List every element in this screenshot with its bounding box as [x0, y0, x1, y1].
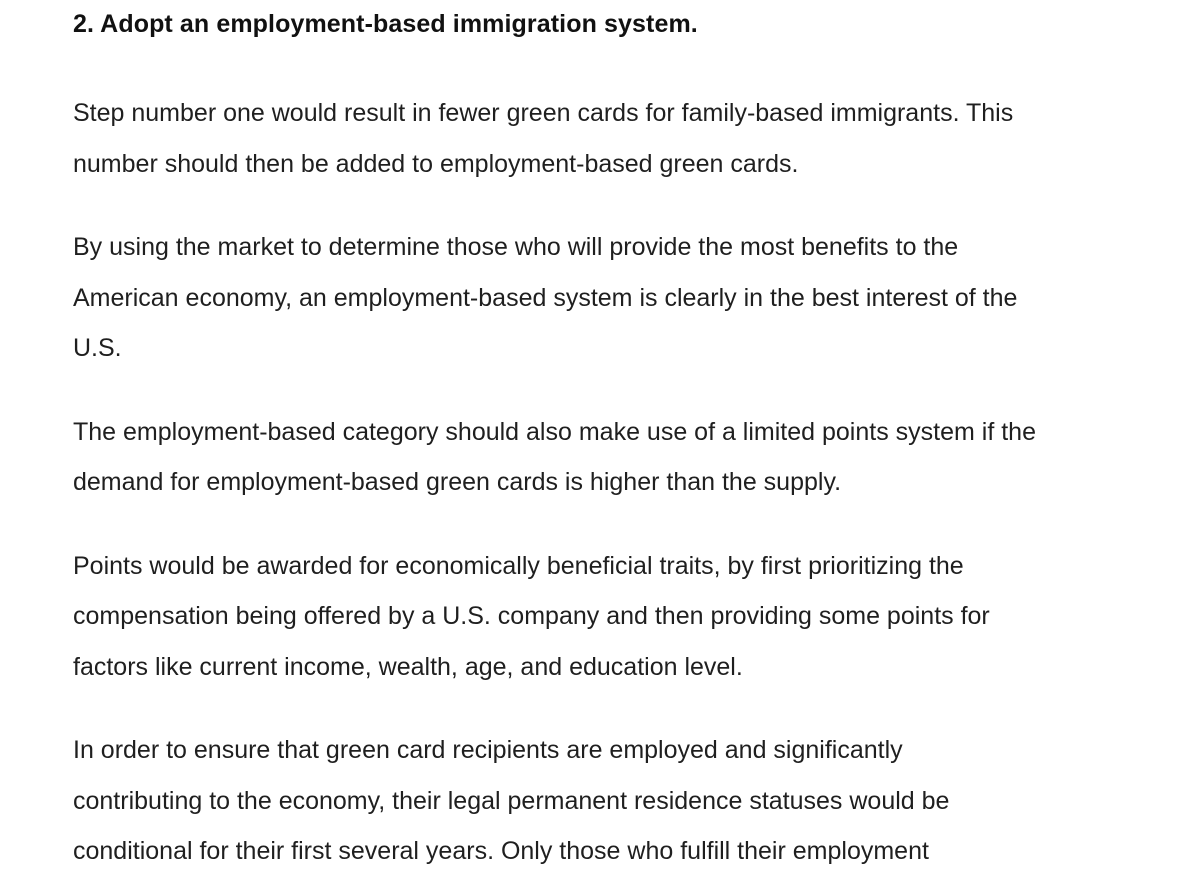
paragraph-line: contributing to the economy, their legal permanent residence statuses would be	[73, 786, 950, 815]
paragraph-line: demand for employment-based green cards is higher than the supply.	[73, 468, 842, 496]
paragraph-points-awarded	[73, 541, 1200, 693]
paragraph-conditional-residence	[73, 725, 1200, 877]
paragraph-line: factors like current income, wealth, age, and education level.	[73, 652, 743, 681]
paragraph-family-green-cards	[73, 88, 1200, 189]
paragraph-line: Step number one would result in fewer green cards for family-based immigrants. This	[73, 99, 1014, 127]
paragraph-line: compensation being offered by a U.S. company and then providing some points for	[73, 602, 990, 630]
paragraph-line: conditional for their first several years. Only those who fulfill their employment	[73, 837, 929, 865]
paragraph-line: number should then be added to employment-based green cards.	[73, 149, 799, 178]
paragraph-points-system	[73, 407, 1200, 508]
paragraph-line: By using the market to determine those who will provide the most benefits to the	[73, 233, 959, 261]
paragraph-line: Points would be awarded for economically beneficial traits, by first prioritizing the	[73, 551, 964, 580]
paragraph-market-benefits	[73, 222, 1200, 374]
paragraph-line: U.S.	[73, 334, 122, 362]
paragraph-line: The employment-based category should also make use of a limited points system if the	[73, 417, 1036, 446]
paragraph-line: American economy, an employment-based system is clearly in the best interest of the	[73, 283, 1018, 312]
section-heading: 2. Adopt an employment-based immigration system.	[73, 10, 698, 38]
article-body	[73, 6, 1200, 877]
paragraph-line: In order to ensure that green card recipients are employed and significantly	[73, 736, 903, 764]
